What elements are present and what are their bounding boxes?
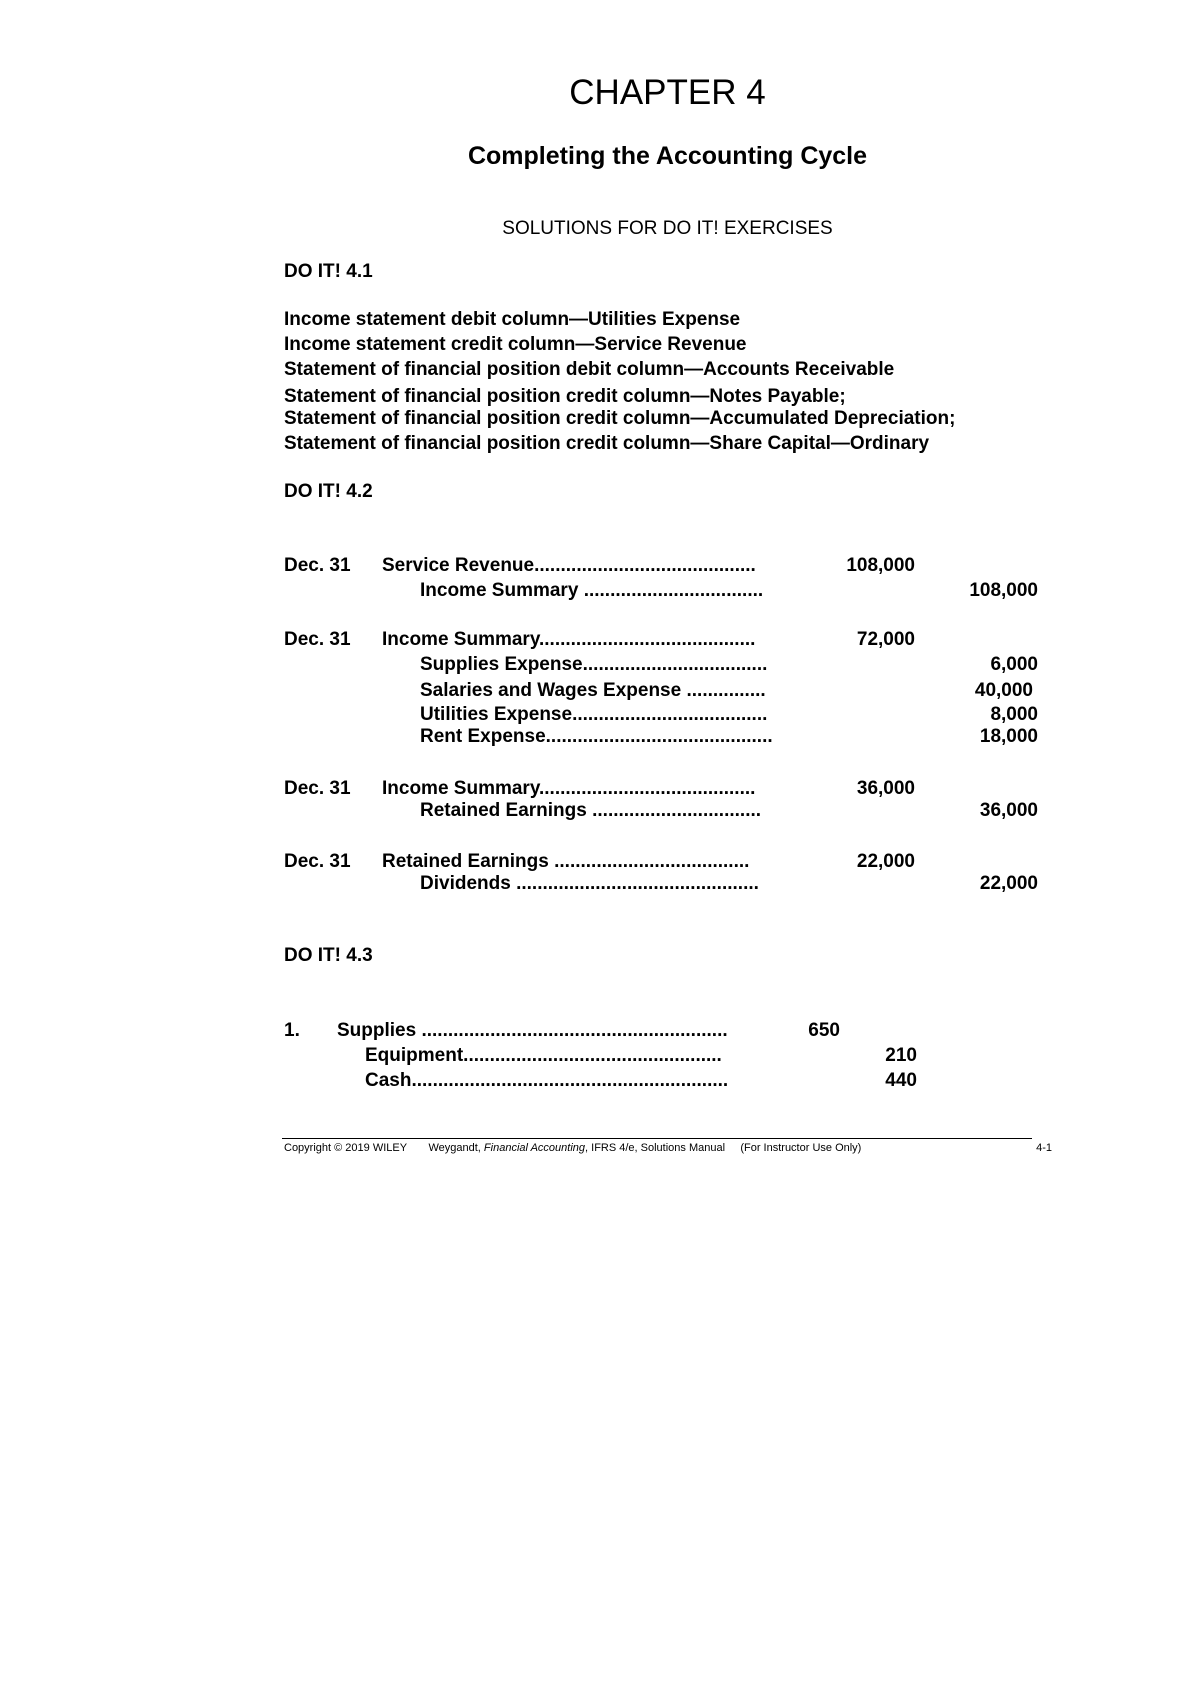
journal-debit-amount: 108,000: [846, 555, 915, 576]
journal-debit-amount: 650: [808, 1020, 840, 1041]
journal-credit-amount: 40,000: [974, 680, 1033, 701]
journal-credit-account: Supplies Expense...................................: [420, 654, 768, 675]
leader-dots: ................................: [586, 800, 762, 821]
journal-debit-account: Income Summary.........................................: [382, 778, 756, 799]
journal-credit-amount: 6,000: [990, 654, 1038, 675]
journal-credit-account: Dividends ..............................................: [420, 873, 759, 894]
leader-dots: ..............................................: [510, 873, 759, 894]
footer-source-title: Financial Accounting: [483, 1142, 586, 1154]
journal-debit-amount: 36,000: [856, 778, 915, 799]
journal-date: Dec. 31: [284, 778, 351, 799]
doit-4-1-line: Income statement credit column—Service Revenue: [284, 334, 747, 355]
footer-rule: [282, 1138, 1032, 1139]
doit-4-1-heading: DO IT! 4.1: [284, 261, 373, 282]
doit-4-1-line: Statement of financial position credit column—Accumulated Depreciation;: [284, 408, 956, 429]
chapter-subtitle: Completing the Accounting Cycle: [467, 142, 868, 170]
chapter-title: CHAPTER 4: [569, 73, 766, 112]
leader-dots: ..........................................................: [416, 1020, 728, 1041]
journal-credit-amount: 210: [885, 1045, 917, 1066]
journal-date: Dec. 31: [284, 629, 351, 650]
journal-date: Dec. 31: [284, 555, 351, 576]
journal-credit-account: Cash............................................................: [365, 1070, 729, 1091]
leader-dots: .........................................: [538, 778, 756, 799]
footer-source-suffix: , IFRS 4/e, Solutions Manual: [585, 1142, 726, 1154]
section-title: SOLUTIONS FOR DO IT! EXERCISES: [502, 218, 833, 239]
leader-dots: .....................................: [548, 851, 750, 872]
journal-credit-amount: 18,000: [979, 726, 1038, 747]
leader-dots: .....................................: [572, 704, 768, 725]
doit-4-2-heading: DO IT! 4.2: [284, 481, 373, 502]
doit-4-3-heading: DO IT! 4.3: [284, 945, 373, 966]
journal-credit-account: Retained Earnings ................................: [420, 800, 762, 821]
journal-credit-account: Rent Expense...........................................: [420, 726, 773, 747]
journal-debit-account: Service Revenue..........................................: [382, 555, 756, 576]
journal-debit-account: Retained Earnings .....................................: [382, 851, 750, 872]
doit-4-1-line: Statement of financial position credit column—Share Capital—Ordinary: [284, 433, 930, 454]
journal-credit-amount: 8,000: [990, 704, 1038, 725]
leader-dots: ...............: [681, 680, 766, 701]
doit-4-1-line: Statement of financial position credit column—Notes Payable;: [284, 386, 846, 407]
journal-credit-amount: 36,000: [979, 800, 1038, 821]
footer-source-prefix: Weygandt,: [428, 1142, 481, 1154]
journal-debit-amount: 72,000: [856, 629, 915, 650]
journal-date: Dec. 31: [284, 851, 351, 872]
doit-4-1-line: Income statement debit column—Utilities Expense: [284, 309, 741, 330]
journal-credit-account: Salaries and Wages Expense ...............: [420, 680, 766, 701]
leader-dots: ..................................: [583, 580, 764, 601]
leader-dots: .................................................: [463, 1045, 722, 1066]
footer-copyright: Copyright © 2019 WILEY: [284, 1142, 408, 1154]
leader-dots: ..........................................: [534, 555, 756, 576]
footer-usage: (For Instructor Use Only): [740, 1142, 862, 1154]
footer-text: [284, 1142, 861, 1154]
journal-credit-amount: 22,000: [979, 873, 1038, 894]
journal-credit-account: Equipment.................................................: [365, 1045, 722, 1066]
leader-dots: ............................................................: [411, 1070, 729, 1091]
journal-credit-amount: 108,000: [969, 580, 1038, 601]
leader-dots: ...................................: [582, 654, 768, 675]
doit-4-1-line: Statement of financial position debit column—Accounts Receivable: [284, 359, 895, 380]
journal-debit-account: Supplies ..........................................................: [337, 1020, 728, 1041]
journal-credit-account: Income Summary ..................................: [420, 580, 764, 601]
item-number: 1.: [284, 1020, 300, 1041]
leader-dots: ...........................................: [545, 726, 773, 747]
journal-credit-account: Utilities Expense.....................................: [420, 704, 768, 725]
journal-credit-amount: 440: [885, 1070, 917, 1091]
journal-debit-account: Income Summary.........................................: [382, 629, 756, 650]
journal-debit-amount: 22,000: [856, 851, 915, 872]
page-number: 4-1: [1036, 1142, 1052, 1154]
leader-dots: .........................................: [538, 629, 756, 650]
